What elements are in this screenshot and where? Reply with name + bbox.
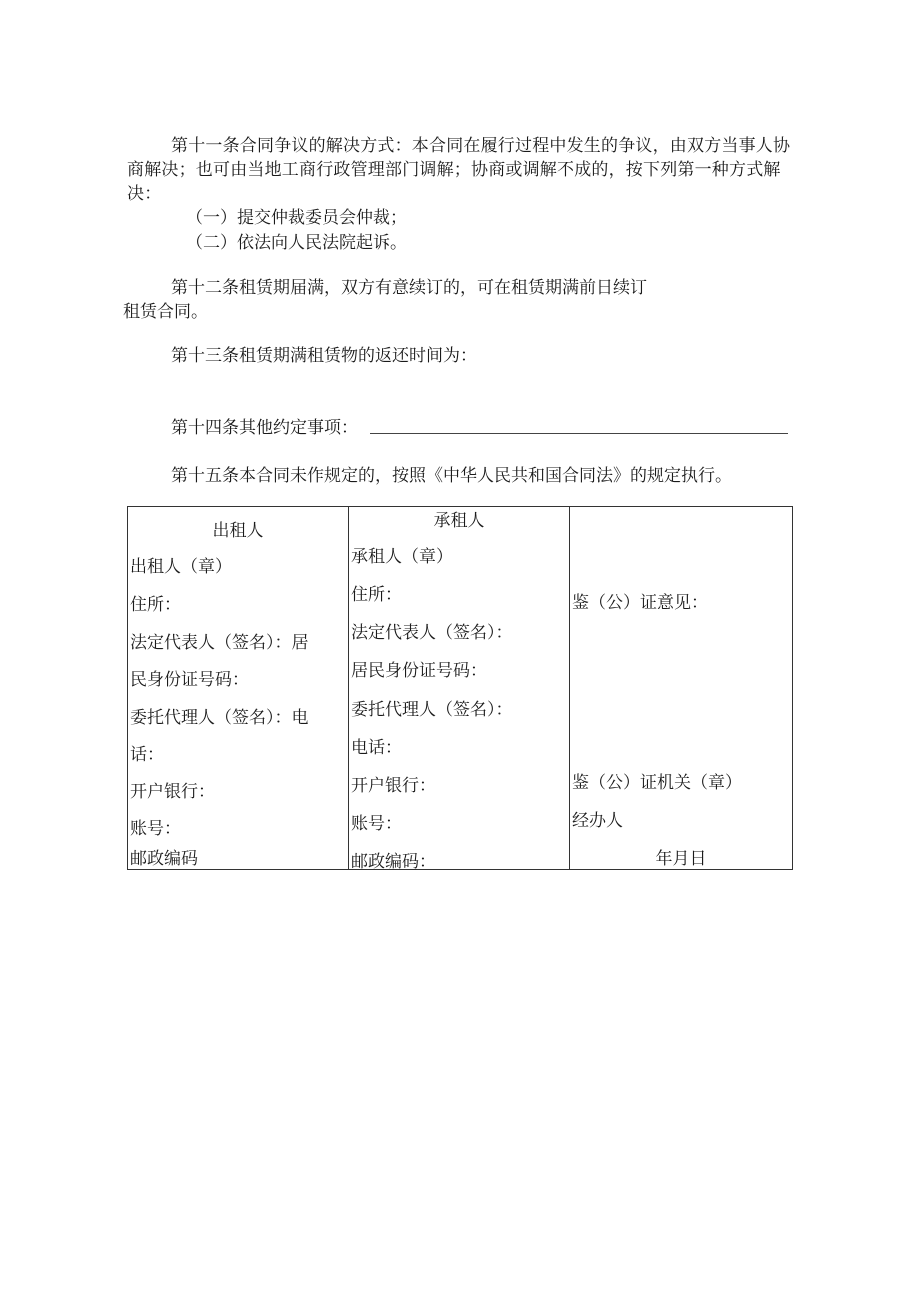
lessee-address: 住所：	[351, 585, 402, 605]
lessor-address: 住所：	[130, 595, 181, 615]
lessor-seal: 出租人（章）	[130, 557, 232, 577]
clause-13: 第十三条租赁期满租赁物的返还时间为：	[171, 346, 477, 366]
clause-11-option-2: （二）依法向人民法院起诉。	[186, 233, 407, 253]
lessee-seal: 承租人（章）	[351, 547, 453, 567]
lessee-postcode: 邮政编码：	[351, 852, 436, 872]
clause-12-line-1: 第十二条租赁期届满，双方有意续订的，可在租赁期满前日续订	[171, 278, 647, 298]
lessor-postcode: 邮政编码	[130, 849, 198, 869]
clause-11-option-1: （一）提交仲裁委员会仲裁；	[186, 208, 407, 228]
lessor-phone: 话：	[130, 745, 164, 765]
clause-12-line-2: 租赁合同。	[123, 302, 208, 322]
lessee-legal-rep: 法定代表人（签名）：	[351, 623, 513, 643]
clause-11: 第十一条合同争议的解决方式：本合同在履行过程中发生的争议，由双方当事人协商解决；也可由当地工商行政管理部门调解；协商或调解不成的，按下列第一种方式解决：	[127, 136, 791, 204]
notary-date: 年月日	[655, 849, 707, 869]
lessor-header: 出租人	[212, 521, 264, 541]
notary-opinion: 鉴（公）证意见：	[572, 593, 708, 613]
clause-15: 第十五条本合同未作规定的，按照《中华人民共和国合同法》的规定执行。	[171, 466, 732, 486]
notary-column	[570, 507, 793, 870]
lessee-phone: 电话：	[351, 738, 402, 758]
lessee-header: 承租人	[433, 511, 485, 531]
lessor-agent: 委托代理人（签名）：电	[130, 708, 309, 728]
lessee-bank: 开户银行：	[351, 776, 436, 796]
signature-table	[127, 506, 793, 870]
clause-14-blank-line	[370, 433, 788, 434]
lessor-id-number: 民身份证号码：	[130, 670, 249, 690]
lessee-agent: 委托代理人（签名）：	[351, 700, 513, 720]
lessee-column	[349, 507, 570, 870]
lessor-column	[128, 507, 349, 870]
lessor-account: 账号：	[130, 819, 181, 839]
notary-handler: 经办人	[572, 811, 623, 831]
lessee-id-number: 居民身份证号码：	[351, 661, 487, 681]
lessor-bank: 开户银行：	[130, 782, 215, 802]
notary-authority: 鉴（公）证机关（章）	[572, 773, 742, 793]
lessee-account: 账号：	[351, 814, 402, 834]
lessor-legal-rep: 法定代表人（签名）：居	[130, 633, 309, 653]
clause-14: 第十四条其他约定事项：	[171, 418, 358, 438]
